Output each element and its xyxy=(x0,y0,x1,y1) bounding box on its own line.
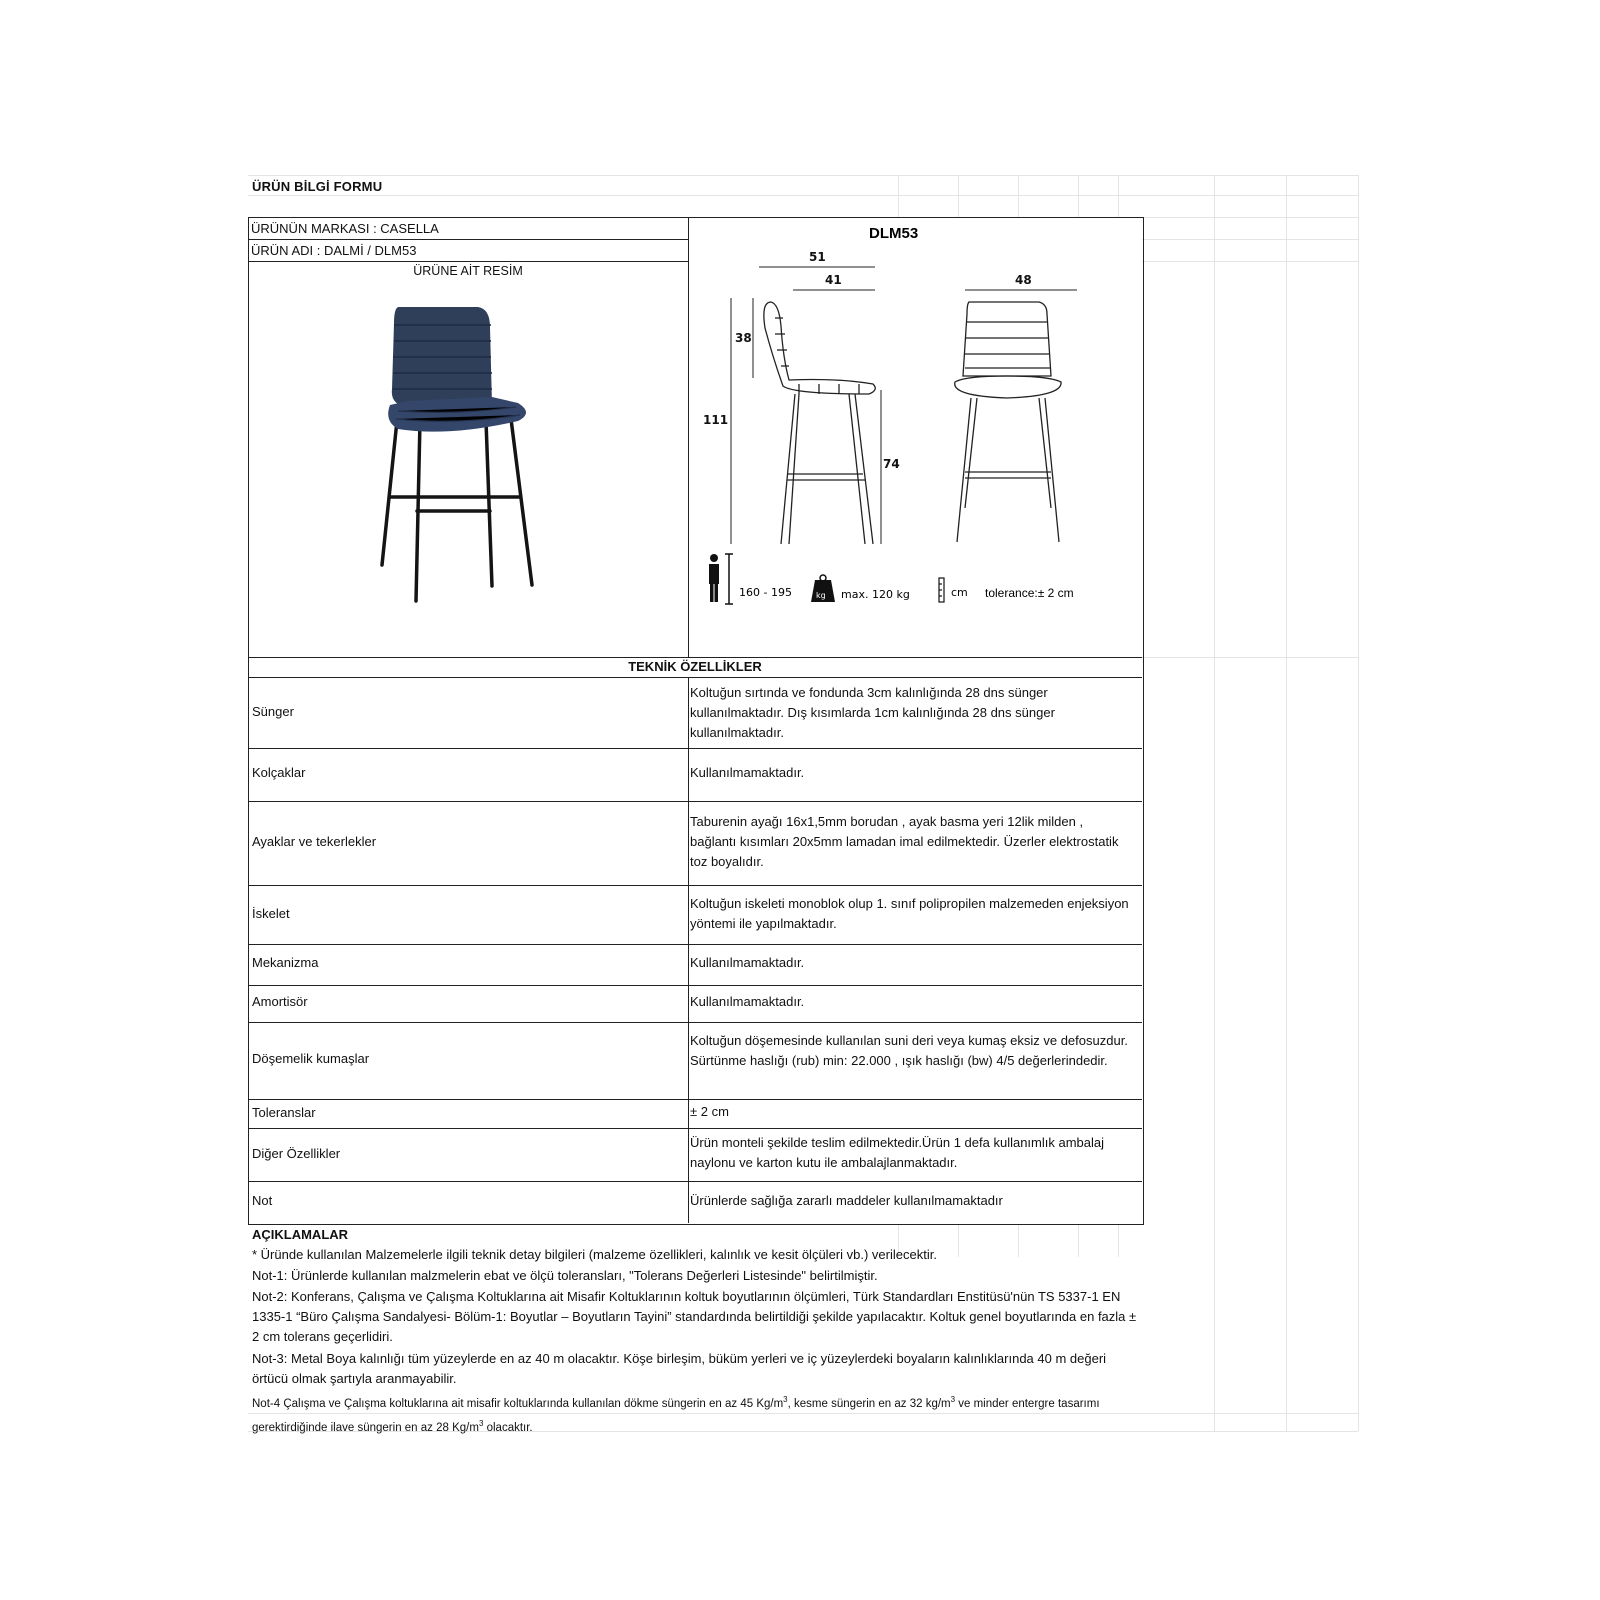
dim-seat-height: 74 xyxy=(883,457,900,471)
note-item: Not-3: Metal Boya kalınlığı tüm yüzeylerde en az 40 m olacaktır. Köşe birleşim, büküm yerleri ve iç yüzeylerdeki boyaların kalınlıklarında 40 m değeri örtücü olmak şartıyla aranmayabilir. xyxy=(252,1351,1107,1386)
front-view xyxy=(955,302,1061,542)
spec-value: Kullanılmamaktadır. xyxy=(690,765,805,780)
specs-heading: TEKNİK ÖZELLİKLER xyxy=(628,659,762,674)
spec-label: Diğer Özellikler xyxy=(252,1146,341,1161)
ruler-icon xyxy=(939,578,944,602)
technical-drawing xyxy=(689,218,1141,656)
spec-value: Koltuğun iskeleti monoblok olup 1. sınıf polipropilen malzemeden enjeksiyon yöntemi ile yapılmaktadır. xyxy=(690,896,1129,931)
spec-value: Kullanılmamaktadır. xyxy=(690,955,805,970)
spec-label: Kolçaklar xyxy=(252,765,306,780)
dim-total-height: 111 xyxy=(703,413,729,427)
unit-label: cm xyxy=(951,586,968,599)
spec-label: Toleranslar xyxy=(252,1105,316,1120)
note-item: Not-2: Konferans, Çalışma ve Çalışma Koltuklarına ait Misafir Koltuklarının koltuk boyutlarının ölçümleri, Türk Standardları Enstitüsü'nün TS 5337-1 EN 1335-1 “Büro Çalışma Sandalyesi- Bölüm-1: Boyutlar – Boyutların Tayini” standardında belirtildiği şekilde yapılacaktır. Koltuk genel boyutlarında en fazla ± 2 cm tolerans geçerlidiri. xyxy=(252,1289,1137,1344)
side-view xyxy=(764,302,875,544)
product-photo xyxy=(368,303,548,623)
brand-line: ÜRÜNÜN MARKASI : CASELLA xyxy=(251,221,439,236)
spec-label: Sünger xyxy=(252,704,294,719)
spec-value: Ürün monteli şekilde teslim edilmektedir.Ürün 1 defa kullanımlık ambalaj naylonu ve karton kutu ile ambalajlanmaktadır. xyxy=(690,1135,1105,1170)
spec-label: Not xyxy=(252,1193,273,1208)
kg-badge: kg xyxy=(816,591,826,600)
dim-back-height: 38 xyxy=(735,331,752,345)
tolerance-label: tolerance:± 2 cm xyxy=(985,586,1074,600)
spec-value: Kullanılmamaktadır. xyxy=(690,994,805,1009)
notes-heading: AÇIKLAMALAR xyxy=(252,1227,349,1242)
spec-label: Döşemelik kumaşlar xyxy=(252,1051,370,1066)
dim-width: 48 xyxy=(1015,273,1032,287)
spec-label: Ayaklar ve tekerlekler xyxy=(252,834,377,849)
spec-label: Amortisör xyxy=(252,994,308,1009)
user-height-range: 160 - 195 xyxy=(739,586,792,599)
note-item: * Üründe kullanılan Malzemelerle ilgili teknik detay bilgileri (malzeme özellikleri, kalınlık ve kesit ölçüleri vb.) verilecektir. xyxy=(252,1247,937,1262)
weight-icon xyxy=(811,575,835,602)
spec-label: İskelet xyxy=(252,906,290,921)
dim-total-depth: 51 xyxy=(809,250,826,264)
spec-value: Koltuğun sırtında ve fondunda 3cm kalınlığında 28 dns sünger kullanılmaktadır. Dış kısımlarda 1cm kalınlığında 28 dns sünger kullanılmaktadır. xyxy=(690,685,1055,740)
dim-seat-depth: 41 xyxy=(825,273,842,287)
spec-value: Koltuğun döşemesinde kullanılan suni deri veya kumaş eksiz ve defosuzdur. Sürtünme haslığı (rub) min: 22.000 , ışık haslığı (bw) 4/5 değerlerindedir. xyxy=(690,1033,1128,1068)
spec-value: ± 2 cm xyxy=(690,1104,729,1119)
note-item-4: Not-4 Çalışma ve Çalışma koltuklarına ait misafir koltuklarında kullanılan dökme süngerin en az 45 $Kg/m^3$, kesme süngerin en az 32 $kg/m^3$ ve minder entergre tasarımı gerektirdiğinde ilave süngerin en az 28 $Kg/m^3$ olacaktır. xyxy=(252,1395,1100,1434)
form-title: ÜRÜN BİLGİ FORMU xyxy=(252,179,383,194)
name-line: ÜRÜN ADI : DALMİ / DLM53 xyxy=(251,243,417,258)
max-load: max. 120 kg xyxy=(841,588,910,601)
model-code: DLM53 xyxy=(869,225,919,242)
note-item: Not-1: Ürünlerde kullanılan malzmelerin ebat ve ölçü toleransları, "Tolerans Değerleri Listesinde" belirtilmiştir. xyxy=(252,1268,878,1283)
spec-value: Taburenin ayağı 16x1,5mm borudan , ayak basma yeri 12lik milden , bağlantı kısımları 20x5mm lamadan imal edilmektedir. Üzerler elektrostatik toz boyalıdır. xyxy=(690,814,1119,869)
person-height-icon xyxy=(709,554,733,604)
image-caption: ÜRÜNE AİT RESİM xyxy=(413,264,523,278)
spec-label: Mekanizma xyxy=(252,955,319,970)
spec-value: Ürünlerde sağlığa zararlı maddeler kullanılmamaktadır xyxy=(690,1193,1003,1208)
